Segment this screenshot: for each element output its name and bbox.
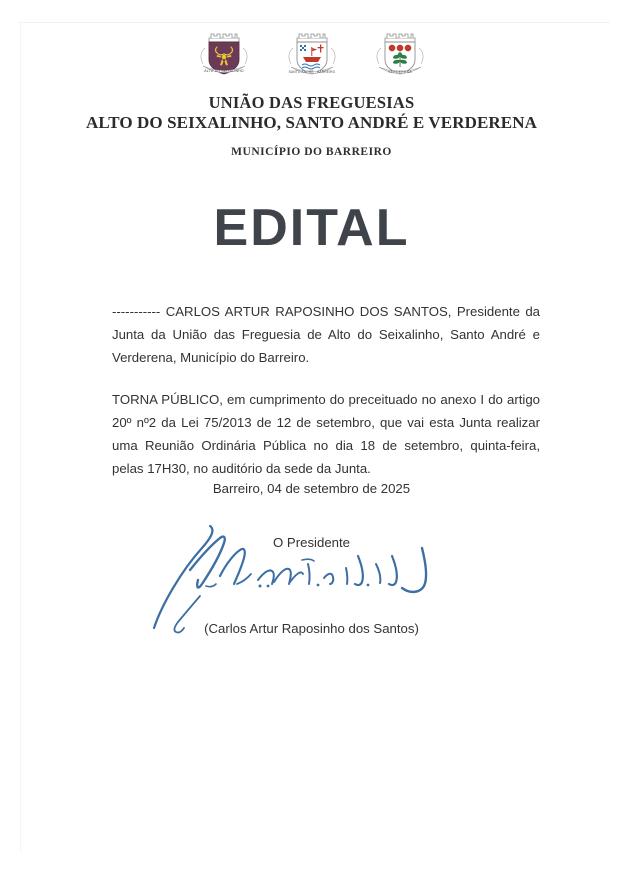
- organization-title-line2: ALTO DO SEIXALINHO, SANTO ANDRÉ E VERDERENA: [86, 113, 537, 132]
- organization-title: [0, 93, 623, 133]
- body-paragraph-1: ----------- CARLOS ARTUR RAPOSINHO DOS SANTOS, Presidente da Junta da União das Freguesia de Alto do Seixalinho, Santo André e Verderena, Município do Barreiro.: [112, 304, 540, 365]
- coat-of-arms-alto-do-seixalinho-icon: [191, 26, 257, 84]
- signatory-name: (Carlos Artur Raposinho dos Santos): [204, 621, 419, 636]
- coat-of-arms-santo-andre-barreiro-icon: [279, 26, 345, 84]
- document-body: [112, 300, 540, 480]
- coat-of-arms-row: [0, 26, 623, 84]
- signature-title: O Presidente: [273, 535, 350, 550]
- page-title: EDITAL: [213, 199, 410, 257]
- date-line: Barreiro, 04 de setembro de 2025: [212, 481, 411, 496]
- crest-scroll-text-1: ALTO DO SEIXALINHO: [203, 69, 244, 73]
- municipality-label: MUNICÍPIO DO BARREIRO: [231, 146, 392, 158]
- body-paragraph-2: TORNA PÚBLICO, em cumprimento do preceituado no anexo I do artigo 20º nº2 da Lei 75/2013 de 12 de setembro, que vai esta Junta realizar uma Reunião Ordinária Pública no dia 18 de setembro, quinta-feira, pelas 17H30, no auditório da sede da Junta.: [112, 392, 540, 476]
- crest-scroll-text-2: SANTO ANDRÉ - BARREIRO: [288, 70, 335, 74]
- scan-edge-top: [18, 22, 610, 23]
- crest-scroll-text-3: VERDERENA: [387, 70, 412, 74]
- coat-of-arms-verderena-icon: [367, 26, 433, 84]
- organization-title-line1: UNIÃO DAS FREGUESIAS: [208, 93, 415, 112]
